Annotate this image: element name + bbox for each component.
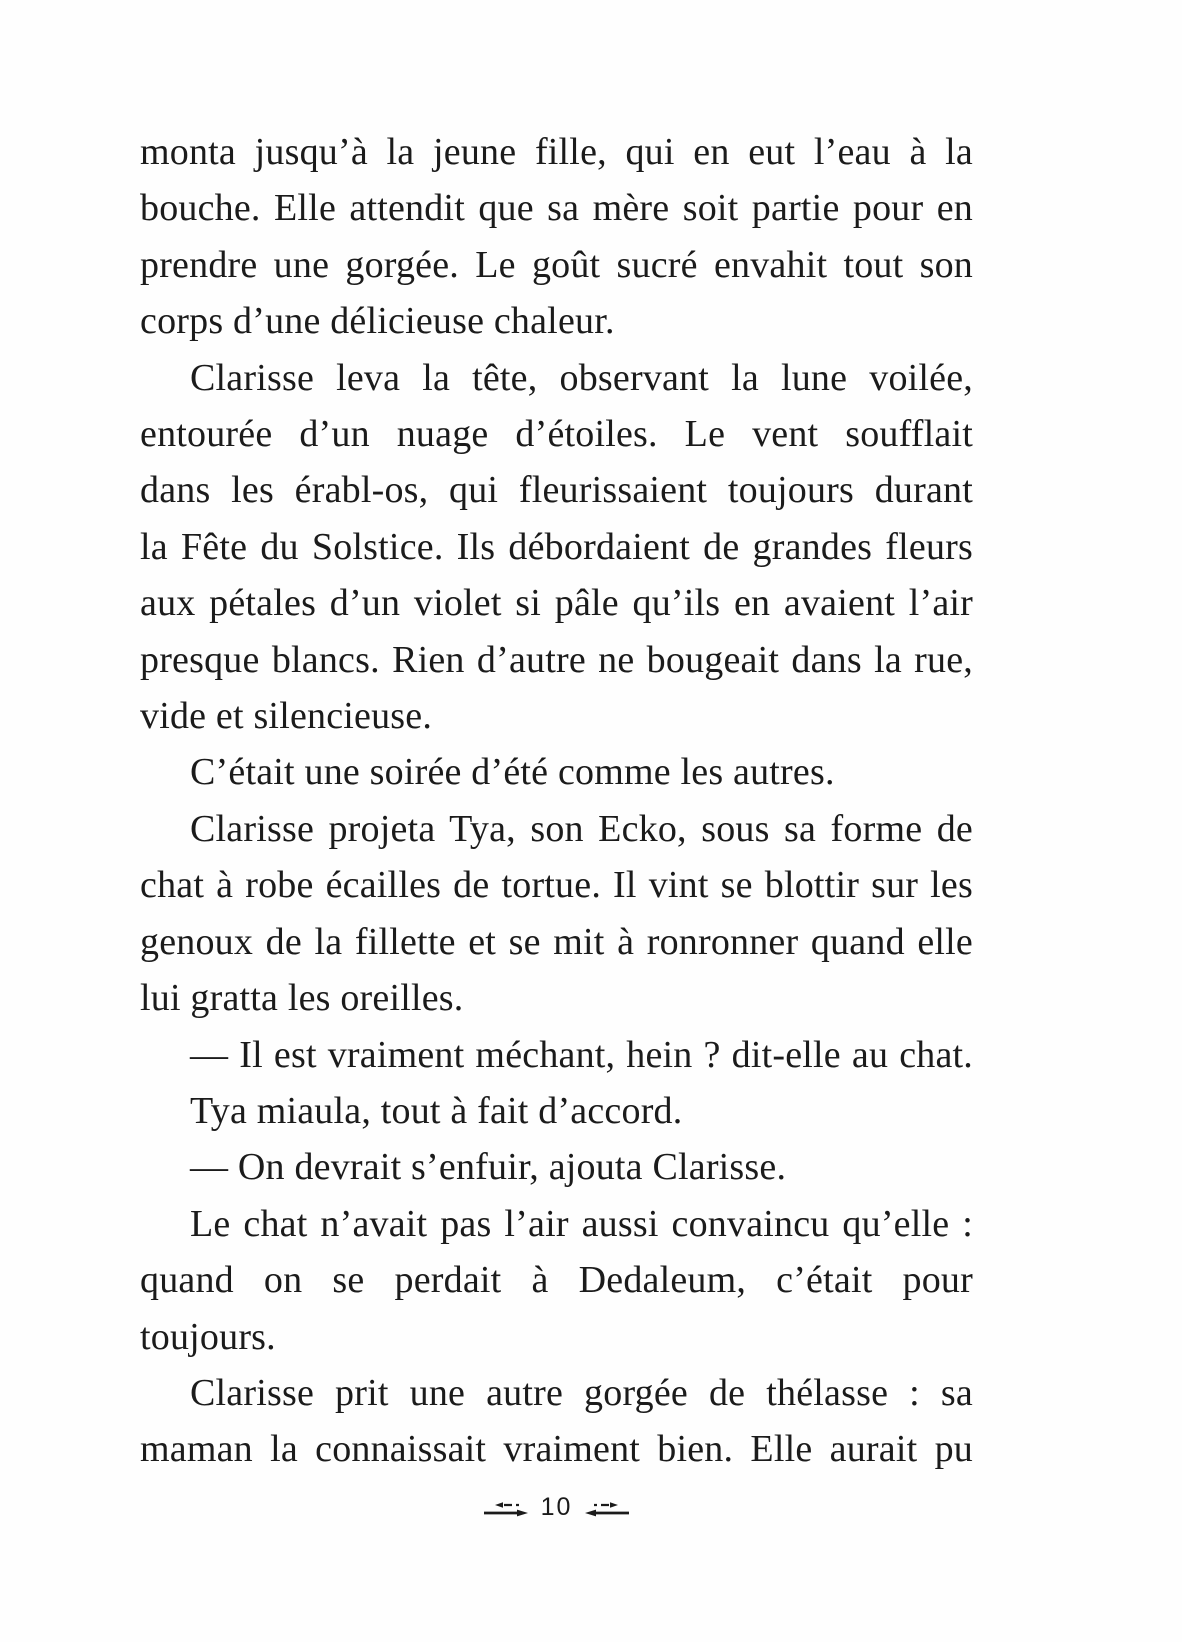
page-text-block bbox=[140, 124, 973, 1478]
text-line: maman la connaissait vraiment bien. Elle aurait pu bbox=[140, 1428, 973, 1471]
text-line: vide et silencieuse. bbox=[140, 695, 433, 738]
text-line: monta jusqu’à la jeune fille, qui en eut l’eau à la bbox=[140, 131, 973, 173]
text-line: Clarisse prit une autre gorgée de thélasse : sa bbox=[190, 1371, 973, 1414]
text-line: C’était une soirée d’été comme les autres. bbox=[190, 751, 835, 794]
text-line: dans les érabl-os, qui fleurissaient toujours durant bbox=[140, 469, 973, 512]
text-line: Clarisse projeta Tya, son Ecko, sous sa forme de bbox=[190, 807, 973, 850]
page-footer bbox=[140, 1492, 973, 1526]
text-line: corps d’une délicieuse chaleur. bbox=[140, 300, 615, 343]
text-line: aux pétales d’un violet si pâle qu’ils en avaient l’air bbox=[140, 582, 973, 625]
text-line: bouche. Elle attendit que sa mère soit partie pour en bbox=[140, 187, 973, 230]
text-line: genoux de la fillette et se mit à ronronner quand elle bbox=[140, 920, 973, 963]
text-line: la Fête du Solstice. Ils débordaient de grandes fleurs bbox=[140, 525, 973, 568]
text-line: — Il est vraiment méchant, hein ? dit-elle au chat. bbox=[190, 1033, 973, 1076]
text-line: lui gratta les oreilles. bbox=[140, 977, 464, 1020]
text-line: Clarisse leva la tête, observant la lune voilée, bbox=[190, 356, 973, 399]
text-line: entourée d’un nuage d’étoiles. Le vent soufflait bbox=[140, 413, 973, 456]
text-line: Tya miaula, tout à fait d’accord. bbox=[190, 1089, 683, 1132]
folio-ornament-left-icon bbox=[484, 1499, 530, 1519]
text-line: Le chat n’avait pas l’air aussi convaincu qu’elle : bbox=[190, 1202, 973, 1245]
text-line: prendre une gorgée. Le goût sucré envahit tout son bbox=[140, 243, 973, 286]
text-line: quand on se perdait à Dedaleum, c’était pour toujours. bbox=[140, 1259, 973, 1358]
folio-ornament-right-icon bbox=[583, 1499, 629, 1519]
text-line: chat à robe écailles de tortue. Il vint se blottir sur les bbox=[140, 864, 973, 907]
text-line: presque blancs. Rien d’autre ne bougeait dans la rue, bbox=[140, 638, 973, 681]
text-line: — On devrait s’enfuir, ajouta Clarisse. bbox=[190, 1146, 787, 1189]
page-number: 10 bbox=[540, 1492, 573, 1521]
